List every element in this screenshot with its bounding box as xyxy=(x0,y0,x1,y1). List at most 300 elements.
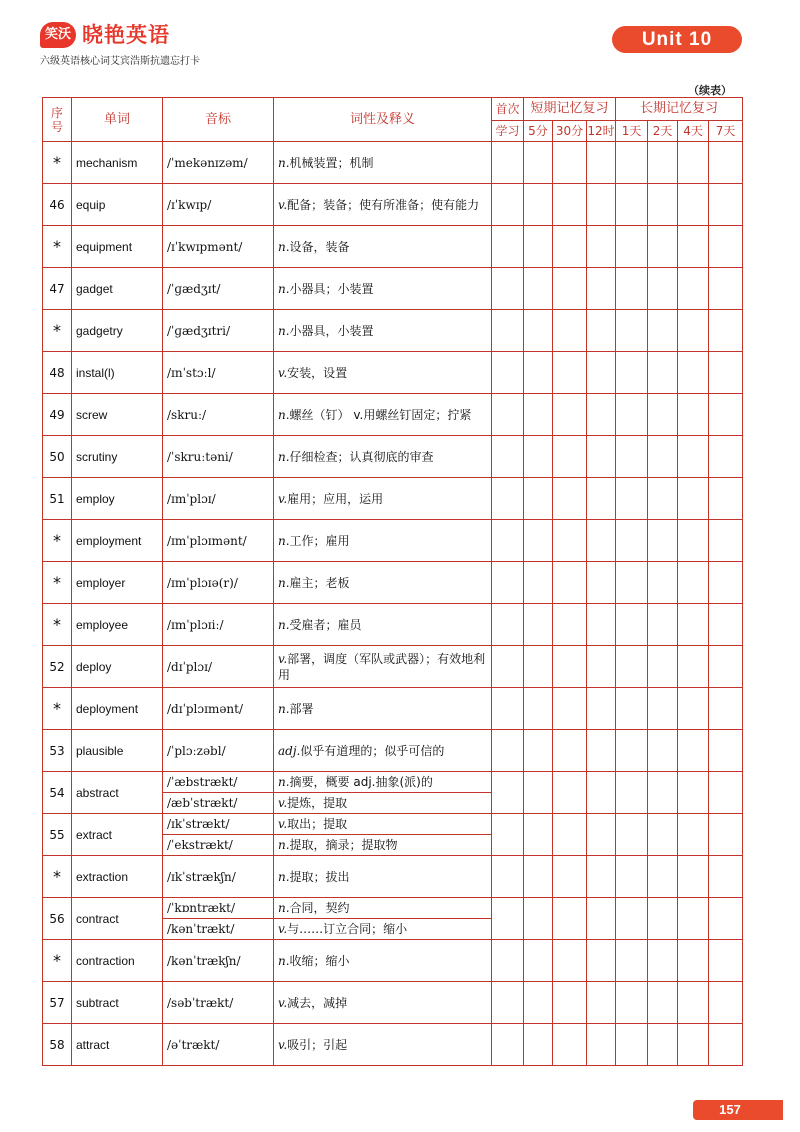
header-5min: 5分 xyxy=(524,121,553,142)
review-checkbox-cell[interactable] xyxy=(709,184,743,226)
review-checkbox-cell[interactable] xyxy=(678,982,709,1024)
review-checkbox-cell[interactable] xyxy=(492,772,524,814)
review-checkbox-cell[interactable] xyxy=(553,688,587,730)
entry-number: 55 xyxy=(43,814,72,856)
part-of-speech: v. xyxy=(278,491,288,506)
review-checkbox-cell[interactable] xyxy=(616,940,648,982)
review-checkbox-cell[interactable] xyxy=(648,562,678,604)
entry-phonetic: /kənˈtrækt/ xyxy=(163,919,274,940)
review-checkbox-cell[interactable] xyxy=(709,856,743,898)
review-checkbox-cell[interactable] xyxy=(648,436,678,478)
review-checkbox-cell[interactable] xyxy=(709,352,743,394)
entry-word: employ xyxy=(72,478,163,520)
entry-word: attract xyxy=(72,1024,163,1066)
review-checkbox-cell[interactable] xyxy=(587,604,616,646)
part-of-speech: v. xyxy=(278,197,288,212)
entry-definition xyxy=(274,982,492,1024)
review-checkbox-cell[interactable] xyxy=(678,730,709,772)
review-checkbox-cell[interactable] xyxy=(678,898,709,940)
part-of-speech: n. xyxy=(278,533,290,548)
entry-word: plausible xyxy=(72,730,163,772)
table-row xyxy=(43,1024,743,1066)
entry-phonetic: /ɪmˈplɔɪmənt/ xyxy=(163,520,274,562)
review-checkbox-cell[interactable] xyxy=(524,268,553,310)
definition-text: 受雇者；雇员 xyxy=(289,617,362,632)
review-checkbox-cell[interactable] xyxy=(587,562,616,604)
review-checkbox-cell[interactable] xyxy=(678,646,709,688)
entry-number: 49 xyxy=(43,394,72,436)
entry-definition xyxy=(274,772,492,793)
review-checkbox-cell[interactable] xyxy=(587,184,616,226)
review-checkbox-cell[interactable] xyxy=(553,184,587,226)
review-checkbox-cell[interactable] xyxy=(678,478,709,520)
review-checkbox-cell[interactable] xyxy=(648,856,678,898)
review-checkbox-cell[interactable] xyxy=(553,436,587,478)
part-of-speech: n. xyxy=(278,323,290,338)
review-checkbox-cell[interactable] xyxy=(492,268,524,310)
definition-text: 与……订立合同；缩小 xyxy=(287,922,408,936)
review-checkbox-cell[interactable] xyxy=(587,814,616,856)
review-checkbox-cell[interactable] xyxy=(678,814,709,856)
unit-badge: Unit 10 xyxy=(612,26,742,53)
part-of-speech: n. xyxy=(278,407,290,422)
review-checkbox-cell[interactable] xyxy=(648,772,678,814)
table-row xyxy=(43,310,743,352)
review-checkbox-cell[interactable] xyxy=(492,604,524,646)
review-checkbox-cell[interactable] xyxy=(648,814,678,856)
review-checkbox-cell[interactable] xyxy=(709,604,743,646)
review-checkbox-cell[interactable] xyxy=(709,1024,743,1066)
review-checkbox-cell[interactable] xyxy=(553,604,587,646)
entry-definition xyxy=(274,562,492,604)
entry-number: * xyxy=(43,856,72,898)
entry-definition xyxy=(274,814,492,835)
review-checkbox-cell[interactable] xyxy=(587,772,616,814)
review-checkbox-cell[interactable] xyxy=(616,268,648,310)
definition-text: 工作；雇用 xyxy=(289,533,350,548)
review-checkbox-cell[interactable] xyxy=(648,142,678,184)
table-row xyxy=(43,184,743,226)
review-checkbox-cell[interactable] xyxy=(648,478,678,520)
review-checkbox-cell[interactable] xyxy=(587,646,616,688)
definition-text: 取出；提取 xyxy=(287,817,348,831)
review-checkbox-cell[interactable] xyxy=(492,394,524,436)
definition-text: 似乎有道理的；似乎可信的 xyxy=(300,743,445,758)
review-checkbox-cell[interactable] xyxy=(709,226,743,268)
review-checkbox-cell[interactable] xyxy=(524,898,553,940)
review-checkbox-cell[interactable] xyxy=(553,268,587,310)
review-checkbox-cell[interactable] xyxy=(616,520,648,562)
review-checkbox-cell[interactable] xyxy=(616,352,648,394)
review-checkbox-cell[interactable] xyxy=(648,688,678,730)
review-checkbox-cell[interactable] xyxy=(709,982,743,1024)
review-checkbox-cell[interactable] xyxy=(553,898,587,940)
review-checkbox-cell[interactable] xyxy=(492,856,524,898)
review-checkbox-cell[interactable] xyxy=(492,982,524,1024)
entry-phonetic: /ɪˈkwɪpmənt/ xyxy=(163,226,274,268)
part-of-speech: v. xyxy=(278,365,288,380)
review-checkbox-cell[interactable] xyxy=(616,184,648,226)
review-checkbox-cell[interactable] xyxy=(616,688,648,730)
review-checkbox-cell[interactable] xyxy=(492,352,524,394)
table-row xyxy=(43,814,743,835)
review-checkbox-cell[interactable] xyxy=(553,142,587,184)
review-checkbox-cell[interactable] xyxy=(524,478,553,520)
entry-definition xyxy=(274,520,492,562)
review-checkbox-cell[interactable] xyxy=(553,310,587,352)
entry-definition xyxy=(274,835,492,856)
review-checkbox-cell[interactable] xyxy=(524,520,553,562)
entry-number: 48 xyxy=(43,352,72,394)
review-checkbox-cell[interactable] xyxy=(616,898,648,940)
review-checkbox-cell[interactable] xyxy=(678,940,709,982)
entry-word: employer xyxy=(72,562,163,604)
header-first-top: 首次 xyxy=(492,98,524,121)
review-checkbox-cell[interactable] xyxy=(524,856,553,898)
review-checkbox-cell[interactable] xyxy=(678,310,709,352)
entry-word: mechanism xyxy=(72,142,163,184)
part-of-speech: v. xyxy=(278,817,288,831)
vocabulary-table xyxy=(42,97,743,1066)
definition-text: 提取，摘录；提取物 xyxy=(289,838,398,852)
review-checkbox-cell[interactable] xyxy=(648,394,678,436)
review-checkbox-cell[interactable] xyxy=(587,436,616,478)
entry-number: 58 xyxy=(43,1024,72,1066)
definition-text: 雇用；应用，运用 xyxy=(287,491,384,506)
review-checkbox-cell[interactable] xyxy=(553,520,587,562)
table-row xyxy=(43,352,743,394)
review-checkbox-cell[interactable] xyxy=(616,814,648,856)
table-row xyxy=(43,520,743,562)
review-checkbox-cell[interactable] xyxy=(587,352,616,394)
entry-phonetic: /ɪmˈplɔɪiː/ xyxy=(163,604,274,646)
entry-number: * xyxy=(43,940,72,982)
review-checkbox-cell[interactable] xyxy=(616,394,648,436)
review-checkbox-cell[interactable] xyxy=(709,646,743,688)
entry-number: 52 xyxy=(43,646,72,688)
review-checkbox-cell[interactable] xyxy=(648,352,678,394)
review-checkbox-cell[interactable] xyxy=(709,394,743,436)
review-checkbox-cell[interactable] xyxy=(678,562,709,604)
review-checkbox-cell[interactable] xyxy=(709,562,743,604)
header-30min: 30分 xyxy=(553,121,587,142)
table-row xyxy=(43,940,743,982)
review-checkbox-cell[interactable] xyxy=(492,646,524,688)
definition-text: 提取；拔出 xyxy=(289,869,350,884)
review-checkbox-cell[interactable] xyxy=(648,940,678,982)
review-checkbox-cell[interactable] xyxy=(587,226,616,268)
definition-text: 吸引；引起 xyxy=(287,1037,348,1052)
review-checkbox-cell[interactable] xyxy=(587,520,616,562)
review-checkbox-cell[interactable] xyxy=(553,394,587,436)
review-checkbox-cell[interactable] xyxy=(492,688,524,730)
review-checkbox-cell[interactable] xyxy=(492,562,524,604)
review-checkbox-cell[interactable] xyxy=(616,772,648,814)
review-checkbox-cell[interactable] xyxy=(587,856,616,898)
page-number: 157 xyxy=(719,1102,741,1117)
review-checkbox-cell[interactable] xyxy=(553,856,587,898)
review-checkbox-cell[interactable] xyxy=(616,436,648,478)
review-checkbox-cell[interactable] xyxy=(587,394,616,436)
entry-word: employee xyxy=(72,604,163,646)
review-checkbox-cell[interactable] xyxy=(678,394,709,436)
review-checkbox-cell[interactable] xyxy=(553,730,587,772)
brand-name: 晓艳英语 xyxy=(82,23,170,47)
review-checkbox-cell[interactable] xyxy=(492,898,524,940)
header-word: 单词 xyxy=(72,98,163,142)
review-checkbox-cell[interactable] xyxy=(587,268,616,310)
header-long-term: 长期记忆复习 xyxy=(616,98,743,121)
review-checkbox-cell[interactable] xyxy=(553,772,587,814)
review-checkbox-cell[interactable] xyxy=(553,646,587,688)
continued-label: （续表） xyxy=(688,84,732,97)
entry-number: * xyxy=(43,562,72,604)
header-first-bottom: 学习 xyxy=(492,121,524,142)
review-checkbox-cell[interactable] xyxy=(616,562,648,604)
definition-text: 仔细检查；认真彻底的审查 xyxy=(289,449,434,464)
review-checkbox-cell[interactable] xyxy=(709,940,743,982)
entry-definition xyxy=(274,940,492,982)
review-checkbox-cell[interactable] xyxy=(553,352,587,394)
definition-text: 配备；装备；使有所准备；使有能力 xyxy=(287,197,480,212)
entry-word: extract xyxy=(72,814,163,856)
review-checkbox-cell[interactable] xyxy=(553,562,587,604)
entry-definition xyxy=(274,352,492,394)
review-checkbox-cell[interactable] xyxy=(648,268,678,310)
review-checkbox-cell[interactable] xyxy=(524,940,553,982)
entry-word: instal(l) xyxy=(72,352,163,394)
review-checkbox-cell[interactable] xyxy=(587,730,616,772)
review-checkbox-cell[interactable] xyxy=(648,898,678,940)
review-checkbox-cell[interactable] xyxy=(709,814,743,856)
review-checkbox-cell[interactable] xyxy=(709,898,743,940)
entry-phonetic: /ɪkˈstrækʃn/ xyxy=(163,856,274,898)
review-checkbox-cell[interactable] xyxy=(492,436,524,478)
review-checkbox-cell[interactable] xyxy=(616,142,648,184)
review-checkbox-cell[interactable] xyxy=(553,814,587,856)
entry-phonetic: /ˈkɒntrækt/ xyxy=(163,898,274,919)
review-checkbox-cell[interactable] xyxy=(709,688,743,730)
review-checkbox-cell[interactable] xyxy=(587,688,616,730)
entry-phonetic: /ɪmˈplɔɪ/ xyxy=(163,478,274,520)
review-checkbox-cell[interactable] xyxy=(678,184,709,226)
review-checkbox-cell[interactable] xyxy=(587,478,616,520)
review-checkbox-cell[interactable] xyxy=(524,730,553,772)
review-checkbox-cell[interactable] xyxy=(678,520,709,562)
part-of-speech: n. xyxy=(278,575,290,590)
entry-word: scrutiny xyxy=(72,436,163,478)
part-of-speech: n. xyxy=(278,953,290,968)
entry-phonetic: /ɪnˈstɔːl/ xyxy=(163,352,274,394)
review-checkbox-cell[interactable] xyxy=(648,520,678,562)
review-checkbox-cell[interactable] xyxy=(678,436,709,478)
review-checkbox-cell[interactable] xyxy=(587,142,616,184)
entry-definition xyxy=(274,142,492,184)
review-checkbox-cell[interactable] xyxy=(553,940,587,982)
definition-text: 设备，装备 xyxy=(289,239,350,254)
review-checkbox-cell[interactable] xyxy=(648,982,678,1024)
table-row xyxy=(43,772,743,793)
review-checkbox-cell[interactable] xyxy=(553,478,587,520)
review-checkbox-cell[interactable] xyxy=(709,520,743,562)
entry-word: equip xyxy=(72,184,163,226)
review-checkbox-cell[interactable] xyxy=(678,688,709,730)
review-checkbox-cell[interactable] xyxy=(648,1024,678,1066)
review-checkbox-cell[interactable] xyxy=(648,604,678,646)
table-row xyxy=(43,394,743,436)
entry-definition xyxy=(274,394,492,436)
definition-text: 收缩；缩小 xyxy=(289,953,350,968)
review-checkbox-cell[interactable] xyxy=(492,226,524,268)
review-checkbox-cell[interactable] xyxy=(492,478,524,520)
review-checkbox-cell[interactable] xyxy=(616,226,648,268)
part-of-speech: n. xyxy=(278,701,290,716)
entry-definition xyxy=(274,478,492,520)
review-checkbox-cell[interactable] xyxy=(616,1024,648,1066)
review-checkbox-cell[interactable] xyxy=(553,982,587,1024)
review-checkbox-cell[interactable] xyxy=(678,772,709,814)
review-checkbox-cell[interactable] xyxy=(616,310,648,352)
review-checkbox-cell[interactable] xyxy=(616,604,648,646)
review-checkbox-cell[interactable] xyxy=(678,604,709,646)
review-checkbox-cell[interactable] xyxy=(524,352,553,394)
review-checkbox-cell[interactable] xyxy=(709,436,743,478)
review-checkbox-cell[interactable] xyxy=(524,562,553,604)
part-of-speech: n. xyxy=(278,838,290,852)
entry-number: 53 xyxy=(43,730,72,772)
review-checkbox-cell[interactable] xyxy=(587,898,616,940)
review-checkbox-cell[interactable] xyxy=(492,310,524,352)
review-checkbox-cell[interactable] xyxy=(709,268,743,310)
entry-phonetic: /ˈmekənɪzəm/ xyxy=(163,142,274,184)
review-checkbox-cell[interactable] xyxy=(524,310,553,352)
review-checkbox-cell[interactable] xyxy=(524,142,553,184)
review-checkbox-cell[interactable] xyxy=(492,520,524,562)
entry-word: gadgetry xyxy=(72,310,163,352)
table-row xyxy=(43,898,743,919)
review-checkbox-cell[interactable] xyxy=(616,856,648,898)
entry-definition xyxy=(274,919,492,940)
table-row xyxy=(43,856,743,898)
review-checkbox-cell[interactable] xyxy=(524,982,553,1024)
review-checkbox-cell[interactable] xyxy=(587,310,616,352)
definition-text: 雇主；老板 xyxy=(289,575,350,590)
header-row-top xyxy=(43,98,743,121)
entry-number: 46 xyxy=(43,184,72,226)
review-checkbox-cell[interactable] xyxy=(553,1024,587,1066)
review-checkbox-cell[interactable] xyxy=(709,142,743,184)
entry-definition xyxy=(274,436,492,478)
header-no: 序号 xyxy=(43,98,72,142)
part-of-speech: n. xyxy=(278,869,290,884)
review-checkbox-cell[interactable] xyxy=(492,940,524,982)
part-of-speech: n. xyxy=(278,775,290,789)
review-checkbox-cell[interactable] xyxy=(678,1024,709,1066)
review-checkbox-cell[interactable] xyxy=(553,226,587,268)
review-checkbox-cell[interactable] xyxy=(648,730,678,772)
entry-number: * xyxy=(43,310,72,352)
logo-badge-icon: 笑沃 xyxy=(40,22,76,48)
review-checkbox-cell[interactable] xyxy=(524,688,553,730)
review-checkbox-cell[interactable] xyxy=(524,814,553,856)
review-checkbox-cell[interactable] xyxy=(678,352,709,394)
entry-word: equipment xyxy=(72,226,163,268)
review-checkbox-cell[interactable] xyxy=(616,478,648,520)
review-checkbox-cell[interactable] xyxy=(524,646,553,688)
entry-phonetic: /dɪˈplɔɪ/ xyxy=(163,646,274,688)
review-checkbox-cell[interactable] xyxy=(678,856,709,898)
entry-phonetic: /ˈekstrækt/ xyxy=(163,835,274,856)
part-of-speech: adj. xyxy=(278,743,301,758)
entry-phonetic: /ˈæbstrækt/ xyxy=(163,772,274,793)
header-meaning: 词性及释义 xyxy=(274,98,492,142)
review-checkbox-cell[interactable] xyxy=(616,982,648,1024)
entry-phonetic: /æbˈstrækt/ xyxy=(163,793,274,814)
entry-phonetic: /ˈɡædʒɪt/ xyxy=(163,268,274,310)
table-row xyxy=(43,982,743,1024)
part-of-speech: n. xyxy=(278,281,290,296)
review-checkbox-cell[interactable] xyxy=(648,226,678,268)
review-checkbox-cell[interactable] xyxy=(709,772,743,814)
review-checkbox-cell[interactable] xyxy=(648,184,678,226)
table-row xyxy=(43,268,743,310)
review-checkbox-cell[interactable] xyxy=(709,478,743,520)
part-of-speech: v. xyxy=(278,796,288,810)
review-checkbox-cell[interactable] xyxy=(524,226,553,268)
review-checkbox-cell[interactable] xyxy=(492,730,524,772)
part-of-speech: n. xyxy=(278,155,290,170)
review-checkbox-cell[interactable] xyxy=(648,646,678,688)
definition-text: 安装，设置 xyxy=(287,365,348,380)
entry-definition xyxy=(274,310,492,352)
entry-phonetic: /səbˈtrækt/ xyxy=(163,982,274,1024)
entry-number: 54 xyxy=(43,772,72,814)
review-checkbox-cell[interactable] xyxy=(709,310,743,352)
review-checkbox-cell[interactable] xyxy=(616,646,648,688)
review-checkbox-cell[interactable] xyxy=(587,940,616,982)
review-checkbox-cell[interactable] xyxy=(524,772,553,814)
review-checkbox-cell[interactable] xyxy=(524,436,553,478)
book-subtitle: 六级英语核心词艾宾浩斯抗遗忘打卡 xyxy=(40,56,200,67)
review-checkbox-cell[interactable] xyxy=(524,184,553,226)
entry-definition xyxy=(274,604,492,646)
review-checkbox-cell[interactable] xyxy=(524,394,553,436)
review-checkbox-cell[interactable] xyxy=(587,982,616,1024)
review-checkbox-cell[interactable] xyxy=(616,730,648,772)
review-checkbox-cell[interactable] xyxy=(587,1024,616,1066)
review-checkbox-cell[interactable] xyxy=(492,184,524,226)
part-of-speech: n. xyxy=(278,617,290,632)
review-checkbox-cell[interactable] xyxy=(492,142,524,184)
review-checkbox-cell[interactable] xyxy=(678,226,709,268)
part-of-speech: n. xyxy=(278,239,290,254)
review-checkbox-cell[interactable] xyxy=(648,310,678,352)
entry-word: contraction xyxy=(72,940,163,982)
definition-text: 部署，调度（军队或武器）；有效地利用 xyxy=(278,651,486,682)
entry-word: employment xyxy=(72,520,163,562)
review-checkbox-cell[interactable] xyxy=(678,142,709,184)
review-checkbox-cell[interactable] xyxy=(524,604,553,646)
review-checkbox-cell[interactable] xyxy=(678,268,709,310)
review-checkbox-cell[interactable] xyxy=(524,1024,553,1066)
entry-phonetic: /ɪkˈstrækt/ xyxy=(163,814,274,835)
entry-definition xyxy=(274,898,492,919)
review-checkbox-cell[interactable] xyxy=(492,814,524,856)
header-short-term: 短期记忆复习 xyxy=(524,98,616,121)
entry-definition xyxy=(274,793,492,814)
review-checkbox-cell[interactable] xyxy=(492,1024,524,1066)
review-checkbox-cell[interactable] xyxy=(709,730,743,772)
